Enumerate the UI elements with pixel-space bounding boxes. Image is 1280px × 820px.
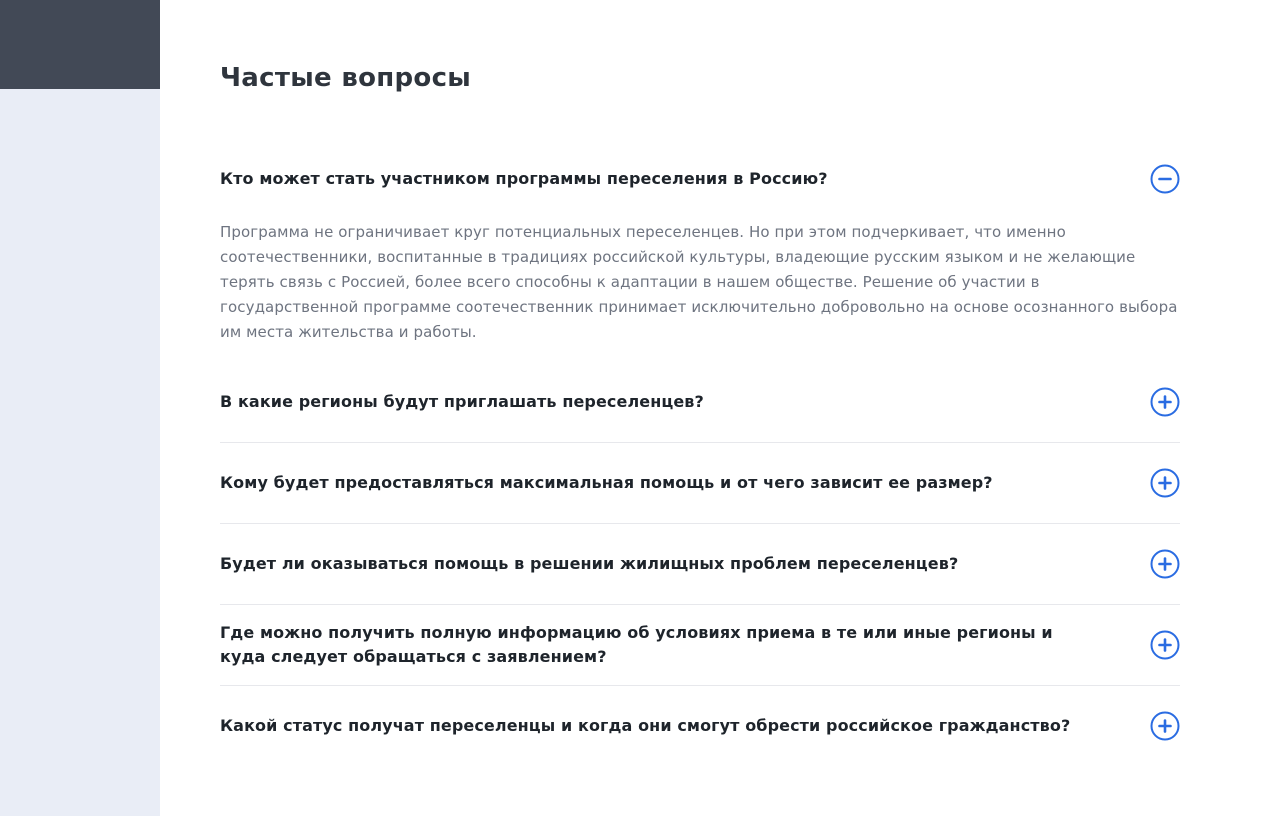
- page-title: Частые вопросы: [220, 63, 472, 93]
- faq-question-row[interactable]: [220, 686, 1180, 766]
- faq-question[interactable]: Кому будет предоставляться максимальная помощь и от чего зависит ее размер?: [220, 473, 993, 492]
- plus-icon: [1150, 549, 1180, 579]
- faq-question-row[interactable]: [220, 362, 1180, 442]
- collapse-button[interactable]: [1150, 164, 1180, 194]
- faq-question-row[interactable]: [220, 605, 1180, 685]
- plus-icon: [1150, 387, 1180, 417]
- expand-button[interactable]: [1150, 630, 1180, 660]
- faq-question-row[interactable]: [220, 524, 1180, 604]
- faq-question[interactable]: Где можно получить полную информацию об условиях приема в те или иные регионы и куда следует обращаться с заявлением?: [220, 623, 1053, 666]
- expand-button[interactable]: [1150, 387, 1180, 417]
- faq-item: [220, 443, 1180, 524]
- faq-question-row[interactable]: [220, 142, 1180, 196]
- expand-button[interactable]: [1150, 549, 1180, 579]
- faq-item: [220, 524, 1180, 605]
- minus-icon: [1150, 164, 1180, 194]
- faq-item: [220, 686, 1180, 766]
- faq-question-row[interactable]: [220, 443, 1180, 523]
- plus-icon: [1150, 711, 1180, 741]
- faq-answer: Программа не ограничивает круг потенциальных переселенцев. Но при этом подчеркивает, что именно соотечественники, воспитанные в традициях российской культуры, владеющие русским языком и не желающие терять связь с Россией, более всего способны к адаптации в нашем обществе. Решение об участии в государственной программе соотечественник принимает исключительно добровольно на основе осознанного выбора им места жительства и работы.: [220, 223, 1178, 341]
- faq-section: [220, 0, 1180, 766]
- faq-question[interactable]: Какой статус получат переселенцы и когда они смогут обрести российское гражданство?: [220, 716, 1071, 735]
- faq-item: [220, 362, 1180, 443]
- expand-button[interactable]: [1150, 711, 1180, 741]
- faq-question[interactable]: Кто может стать участником программы переселения в Россию?: [220, 169, 828, 188]
- faq-item: [220, 605, 1180, 686]
- expand-button[interactable]: [1150, 468, 1180, 498]
- faq-question[interactable]: В какие регионы будут приглашать переселенцев?: [220, 392, 704, 411]
- faq-item: [220, 142, 1180, 345]
- left-sidebar-panel: [0, 89, 160, 816]
- faq-list: [220, 142, 1180, 766]
- plus-icon: [1150, 630, 1180, 660]
- faq-question[interactable]: Будет ли оказываться помощь в решении жилищных проблем переселенцев?: [220, 554, 959, 573]
- sidebar-header-block: [0, 0, 160, 89]
- plus-icon: [1150, 468, 1180, 498]
